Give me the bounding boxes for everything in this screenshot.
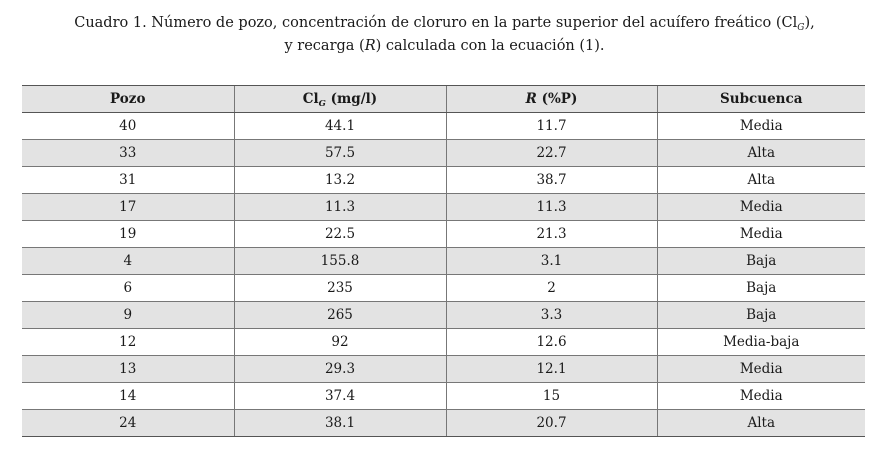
cell-subcuenca: Media bbox=[657, 113, 865, 140]
cell-cloruro: 44.1 bbox=[234, 113, 446, 140]
cell-recarga: 20.7 bbox=[446, 410, 657, 437]
cell-pozo: 9 bbox=[22, 302, 234, 329]
cell-cloruro: 13.2 bbox=[234, 167, 446, 194]
caption-line-2-end: ) calculada con la ecuación (1). bbox=[375, 38, 605, 54]
cell-subcuenca: Media-baja bbox=[657, 329, 865, 356]
cell-cloruro: 155.8 bbox=[234, 248, 446, 275]
table-row bbox=[22, 221, 865, 248]
table-row bbox=[22, 383, 865, 410]
cell-pozo: 17 bbox=[22, 194, 234, 221]
cell-pozo: 6 bbox=[22, 275, 234, 302]
data-table bbox=[22, 85, 865, 437]
cell-recarga: 12.6 bbox=[446, 329, 657, 356]
cell-pozo: 19 bbox=[22, 221, 234, 248]
table-row bbox=[22, 410, 865, 437]
table-caption bbox=[0, 12, 889, 58]
cell-pozo: 40 bbox=[22, 113, 234, 140]
cell-recarga: 2 bbox=[446, 275, 657, 302]
cell-subcuenca: Baja bbox=[657, 248, 865, 275]
cell-recarga: 3.1 bbox=[446, 248, 657, 275]
header-subcuenca: Subcuenca bbox=[657, 86, 865, 113]
header-cloruro-unit: (mg/l) bbox=[325, 91, 378, 107]
cell-cloruro: 37.4 bbox=[234, 383, 446, 410]
cell-pozo: 12 bbox=[22, 329, 234, 356]
cell-recarga: 12.1 bbox=[446, 356, 657, 383]
caption-line-2 bbox=[0, 35, 889, 58]
cell-subcuenca: Media bbox=[657, 221, 865, 248]
table-body bbox=[22, 113, 865, 437]
caption-variable: R bbox=[364, 38, 376, 54]
cell-recarga: 11.3 bbox=[446, 194, 657, 221]
cell-subcuenca: Alta bbox=[657, 410, 865, 437]
header-recarga bbox=[446, 86, 657, 113]
table-row bbox=[22, 194, 865, 221]
header-row bbox=[22, 86, 865, 113]
table-row bbox=[22, 275, 865, 302]
cell-cloruro: 92 bbox=[234, 329, 446, 356]
cell-subcuenca: Media bbox=[657, 194, 865, 221]
cell-cloruro: 11.3 bbox=[234, 194, 446, 221]
caption-line-1-end: ), bbox=[804, 15, 815, 31]
table-row bbox=[22, 140, 865, 167]
cell-cloruro: 265 bbox=[234, 302, 446, 329]
cell-recarga: 21.3 bbox=[446, 221, 657, 248]
cell-pozo: 13 bbox=[22, 356, 234, 383]
cell-recarga: 38.7 bbox=[446, 167, 657, 194]
caption-line-1 bbox=[0, 12, 889, 35]
cell-recarga: 22.7 bbox=[446, 140, 657, 167]
cell-cloruro: 38.1 bbox=[234, 410, 446, 437]
cell-recarga: 15 bbox=[446, 383, 657, 410]
cell-subcuenca: Alta bbox=[657, 167, 865, 194]
caption-line-2-text: y recarga ( bbox=[284, 38, 365, 54]
header-recarga-var: R bbox=[525, 91, 537, 107]
table-row bbox=[22, 329, 865, 356]
cell-pozo: 33 bbox=[22, 140, 234, 167]
cell-recarga: 11.7 bbox=[446, 113, 657, 140]
cell-pozo: 31 bbox=[22, 167, 234, 194]
cell-pozo: 24 bbox=[22, 410, 234, 437]
cell-subcuenca: Baja bbox=[657, 275, 865, 302]
cell-cloruro: 29.3 bbox=[234, 356, 446, 383]
table-row bbox=[22, 167, 865, 194]
header-pozo: Pozo bbox=[22, 86, 234, 113]
cell-subcuenca: Baja bbox=[657, 302, 865, 329]
caption-line-1-text: Cuadro 1. Número de pozo, concentración de cloruro en la parte superior del acuífero freático (Cl bbox=[74, 15, 798, 31]
cell-recarga: 3.3 bbox=[446, 302, 657, 329]
cell-subcuenca: Alta bbox=[657, 140, 865, 167]
table-header bbox=[22, 86, 865, 113]
header-cloruro-sub: G bbox=[318, 99, 326, 109]
cell-pozo: 4 bbox=[22, 248, 234, 275]
table-row bbox=[22, 302, 865, 329]
cell-pozo: 14 bbox=[22, 383, 234, 410]
table-row bbox=[22, 356, 865, 383]
cell-cloruro: 235 bbox=[234, 275, 446, 302]
caption-subscript: G bbox=[797, 23, 805, 33]
cell-subcuenca: Media bbox=[657, 356, 865, 383]
header-cloruro bbox=[234, 86, 446, 113]
table-row bbox=[22, 113, 865, 140]
header-cloruro-base: Cl bbox=[302, 91, 319, 107]
cell-subcuenca: Media bbox=[657, 383, 865, 410]
table-row bbox=[22, 248, 865, 275]
header-recarga-unit: (%P) bbox=[536, 91, 578, 107]
cell-cloruro: 22.5 bbox=[234, 221, 446, 248]
cell-cloruro: 57.5 bbox=[234, 140, 446, 167]
